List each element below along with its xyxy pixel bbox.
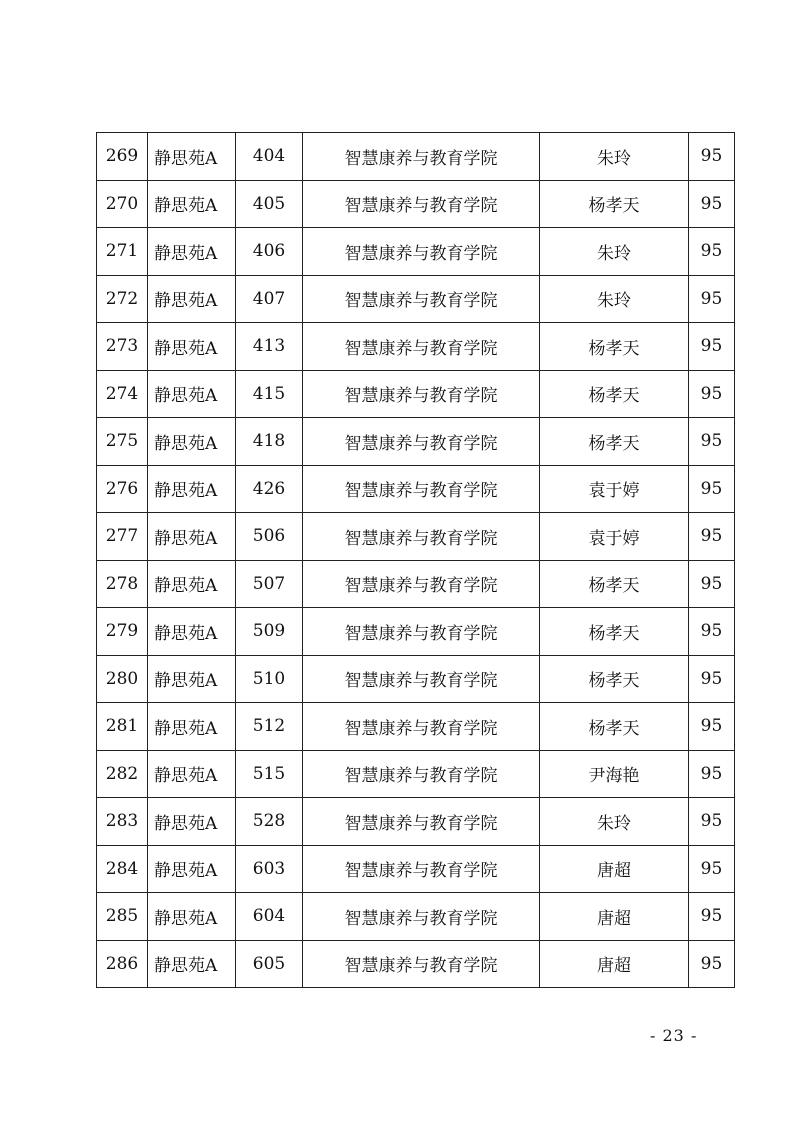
room-number-cell: 605 <box>236 940 303 988</box>
building-cell: 静思苑A <box>148 845 236 893</box>
counselor-cell: 唐超 <box>540 845 689 893</box>
room-number-cell: 418 <box>236 418 303 466</box>
room-number-cell: 528 <box>236 798 303 846</box>
college-cell: 智慧康养与教育学院 <box>303 323 540 371</box>
score-cell: 95 <box>689 703 735 751</box>
building-cell: 静思苑A <box>148 323 236 371</box>
room-number-cell: 507 <box>236 560 303 608</box>
table-row <box>97 893 735 941</box>
table-row <box>97 798 735 846</box>
row-index-cell: 269 <box>97 133 148 181</box>
building-cell: 静思苑A <box>148 703 236 751</box>
row-index-cell: 283 <box>97 798 148 846</box>
table-row <box>97 418 735 466</box>
building-cell: 静思苑A <box>148 798 236 846</box>
row-index-cell: 270 <box>97 180 148 228</box>
room-number-cell: 404 <box>236 133 303 181</box>
table-row <box>97 275 735 323</box>
row-index-cell: 277 <box>97 513 148 561</box>
room-number-cell: 509 <box>236 608 303 656</box>
table-row <box>97 180 735 228</box>
counselor-cell: 朱玲 <box>540 798 689 846</box>
score-cell: 95 <box>689 560 735 608</box>
table-row <box>97 323 735 371</box>
row-index-cell: 275 <box>97 418 148 466</box>
room-number-cell: 413 <box>236 323 303 371</box>
counselor-cell: 杨孝天 <box>540 370 689 418</box>
counselor-cell: 唐超 <box>540 893 689 941</box>
counselor-cell: 袁于婷 <box>540 465 689 513</box>
row-index-cell: 285 <box>97 893 148 941</box>
building-cell: 静思苑A <box>148 465 236 513</box>
counselor-cell: 尹海艳 <box>540 750 689 798</box>
building-cell: 静思苑A <box>148 133 236 181</box>
counselor-cell: 杨孝天 <box>540 323 689 371</box>
counselor-cell: 杨孝天 <box>540 703 689 751</box>
counselor-cell: 杨孝天 <box>540 655 689 703</box>
building-cell: 静思苑A <box>148 275 236 323</box>
table-row <box>97 750 735 798</box>
room-number-cell: 603 <box>236 845 303 893</box>
table-row <box>97 465 735 513</box>
row-index-cell: 284 <box>97 845 148 893</box>
row-index-cell: 273 <box>97 323 148 371</box>
college-cell: 智慧康养与教育学院 <box>303 893 540 941</box>
counselor-cell: 朱玲 <box>540 133 689 181</box>
building-cell: 静思苑A <box>148 893 236 941</box>
counselor-cell: 杨孝天 <box>540 608 689 656</box>
room-number-cell: 506 <box>236 513 303 561</box>
table-row <box>97 513 735 561</box>
room-number-cell: 515 <box>236 750 303 798</box>
row-index-cell: 286 <box>97 940 148 988</box>
row-index-cell: 271 <box>97 228 148 276</box>
college-cell: 智慧康养与教育学院 <box>303 370 540 418</box>
college-cell: 智慧康养与教育学院 <box>303 655 540 703</box>
table-row <box>97 655 735 703</box>
college-cell: 智慧康养与教育学院 <box>303 180 540 228</box>
score-cell: 95 <box>689 133 735 181</box>
college-cell: 智慧康养与教育学院 <box>303 703 540 751</box>
college-cell: 智慧康养与教育学院 <box>303 608 540 656</box>
college-cell: 智慧康养与教育学院 <box>303 133 540 181</box>
score-cell: 95 <box>689 608 735 656</box>
page-number: - 23 - <box>650 1026 698 1045</box>
college-cell: 智慧康养与教育学院 <box>303 750 540 798</box>
row-index-cell: 280 <box>97 655 148 703</box>
table-row <box>97 228 735 276</box>
building-cell: 静思苑A <box>148 370 236 418</box>
room-number-cell: 415 <box>236 370 303 418</box>
score-cell: 95 <box>689 845 735 893</box>
row-index-cell: 274 <box>97 370 148 418</box>
score-cell: 95 <box>689 798 735 846</box>
counselor-cell: 杨孝天 <box>540 560 689 608</box>
row-index-cell: 279 <box>97 608 148 656</box>
table-row <box>97 133 735 181</box>
room-number-cell: 406 <box>236 228 303 276</box>
table-row <box>97 703 735 751</box>
score-cell: 95 <box>689 513 735 561</box>
college-cell: 智慧康养与教育学院 <box>303 228 540 276</box>
table-row <box>97 845 735 893</box>
college-cell: 智慧康养与教育学院 <box>303 513 540 561</box>
college-cell: 智慧康养与教育学院 <box>303 798 540 846</box>
dormitory-score-table <box>96 132 735 988</box>
table-row <box>97 940 735 988</box>
score-cell: 95 <box>689 370 735 418</box>
counselor-cell: 朱玲 <box>540 275 689 323</box>
room-number-cell: 512 <box>236 703 303 751</box>
score-cell: 95 <box>689 893 735 941</box>
table-body <box>97 133 735 988</box>
counselor-cell: 朱玲 <box>540 228 689 276</box>
counselor-cell: 杨孝天 <box>540 180 689 228</box>
college-cell: 智慧康养与教育学院 <box>303 940 540 988</box>
score-cell: 95 <box>689 655 735 703</box>
score-cell: 95 <box>689 180 735 228</box>
score-cell: 95 <box>689 418 735 466</box>
building-cell: 静思苑A <box>148 513 236 561</box>
score-cell: 95 <box>689 465 735 513</box>
college-cell: 智慧康养与教育学院 <box>303 418 540 466</box>
building-cell: 静思苑A <box>148 655 236 703</box>
building-cell: 静思苑A <box>148 418 236 466</box>
college-cell: 智慧康养与教育学院 <box>303 465 540 513</box>
row-index-cell: 281 <box>97 703 148 751</box>
score-cell: 95 <box>689 228 735 276</box>
row-index-cell: 278 <box>97 560 148 608</box>
room-number-cell: 407 <box>236 275 303 323</box>
score-cell: 95 <box>689 940 735 988</box>
room-number-cell: 604 <box>236 893 303 941</box>
counselor-cell: 唐超 <box>540 940 689 988</box>
row-index-cell: 272 <box>97 275 148 323</box>
room-number-cell: 405 <box>236 180 303 228</box>
score-cell: 95 <box>689 323 735 371</box>
building-cell: 静思苑A <box>148 560 236 608</box>
building-cell: 静思苑A <box>148 608 236 656</box>
counselor-cell: 袁于婷 <box>540 513 689 561</box>
college-cell: 智慧康养与教育学院 <box>303 560 540 608</box>
score-cell: 95 <box>689 750 735 798</box>
building-cell: 静思苑A <box>148 940 236 988</box>
row-index-cell: 282 <box>97 750 148 798</box>
college-cell: 智慧康养与教育学院 <box>303 275 540 323</box>
college-cell: 智慧康养与教育学院 <box>303 845 540 893</box>
counselor-cell: 杨孝天 <box>540 418 689 466</box>
table-row <box>97 560 735 608</box>
building-cell: 静思苑A <box>148 750 236 798</box>
building-cell: 静思苑A <box>148 228 236 276</box>
building-cell: 静思苑A <box>148 180 236 228</box>
table-row <box>97 608 735 656</box>
room-number-cell: 426 <box>236 465 303 513</box>
room-number-cell: 510 <box>236 655 303 703</box>
table-row <box>97 370 735 418</box>
score-cell: 95 <box>689 275 735 323</box>
row-index-cell: 276 <box>97 465 148 513</box>
